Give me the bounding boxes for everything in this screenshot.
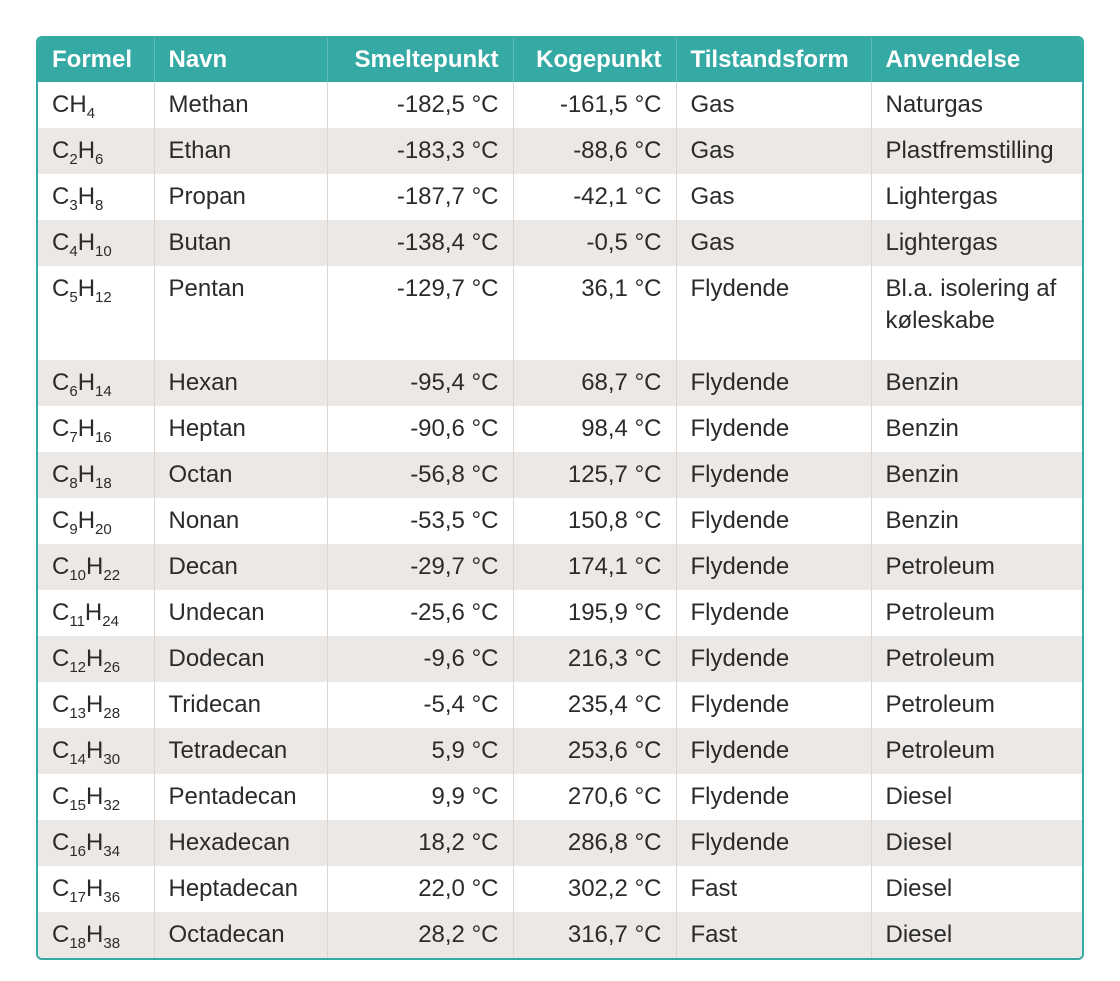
boiling-point-cell: 216,3 °C bbox=[513, 636, 676, 682]
formula-cell bbox=[38, 360, 154, 406]
table-row bbox=[38, 406, 1082, 452]
element-symbol: H bbox=[84, 599, 103, 626]
element-symbol: C bbox=[52, 461, 70, 488]
header-formula: Formel bbox=[38, 38, 154, 82]
boiling-point-cell: 253,6 °C bbox=[513, 728, 676, 774]
atom-count: 18 bbox=[95, 475, 112, 492]
atom-count: 14 bbox=[69, 751, 87, 768]
boiling-point-cell: 36,1 °C bbox=[513, 266, 676, 360]
header-use: Anvendelse bbox=[871, 38, 1082, 82]
atom-count: 8 bbox=[69, 475, 78, 492]
use-cell: Lightergas bbox=[871, 174, 1082, 220]
atom-count: 20 bbox=[95, 521, 112, 538]
element-symbol: C bbox=[52, 875, 70, 902]
atom-count: 14 bbox=[95, 383, 112, 400]
element-symbol: H bbox=[77, 275, 96, 302]
state-cell: Flydende bbox=[676, 590, 871, 636]
use-cell: Diesel bbox=[871, 866, 1082, 912]
atom-count: 28 bbox=[103, 705, 121, 722]
table-row bbox=[38, 220, 1082, 266]
atom-count: 10 bbox=[95, 243, 112, 260]
atom-count: 11 bbox=[69, 613, 85, 630]
element-symbol: H bbox=[86, 553, 104, 580]
use-cell: Petroleum bbox=[871, 590, 1082, 636]
name-cell: Octan bbox=[154, 452, 327, 498]
atom-count: 4 bbox=[86, 105, 96, 122]
use-cell: Diesel bbox=[871, 912, 1082, 958]
element-symbol: C bbox=[52, 783, 70, 810]
formula-cell bbox=[38, 866, 154, 912]
name-cell: Pentadecan bbox=[154, 774, 327, 820]
element-symbol: C bbox=[52, 507, 70, 534]
melting-point-cell: -187,7 °C bbox=[327, 174, 513, 220]
element-symbol: H bbox=[77, 507, 96, 534]
atom-count: 6 bbox=[95, 151, 104, 168]
boiling-point-cell: 68,7 °C bbox=[513, 360, 676, 406]
state-cell: Flydende bbox=[676, 266, 871, 360]
element-symbol: C bbox=[52, 737, 70, 764]
melting-point-cell: -9,6 °C bbox=[327, 636, 513, 682]
element-symbol: C bbox=[52, 137, 70, 164]
name-cell: Decan bbox=[154, 544, 327, 590]
name-cell: Tridecan bbox=[154, 682, 327, 728]
table-row bbox=[38, 128, 1082, 174]
name-cell: Dodecan bbox=[154, 636, 327, 682]
atom-count: 4 bbox=[69, 243, 78, 260]
atom-count: 34 bbox=[103, 843, 121, 860]
table-row bbox=[38, 266, 1082, 360]
state-cell: Fast bbox=[676, 912, 871, 958]
table-row bbox=[38, 636, 1082, 682]
table-header bbox=[38, 38, 1082, 82]
table-row bbox=[38, 544, 1082, 590]
melting-point-cell: 9,9 °C bbox=[327, 774, 513, 820]
header-boiling-point: Kogepunkt bbox=[513, 38, 676, 82]
atom-count: 32 bbox=[103, 797, 121, 814]
state-cell: Flydende bbox=[676, 636, 871, 682]
state-cell: Flydende bbox=[676, 452, 871, 498]
formula-cell bbox=[38, 682, 154, 728]
element-symbol: H bbox=[86, 829, 104, 856]
atom-count: 6 bbox=[69, 383, 78, 400]
atom-count: 36 bbox=[103, 889, 121, 906]
atom-count: 18 bbox=[69, 935, 87, 952]
atom-count: 30 bbox=[103, 751, 121, 768]
element-symbol: H bbox=[77, 415, 96, 442]
element-symbol: C bbox=[52, 829, 70, 856]
boiling-point-cell: -161,5 °C bbox=[513, 82, 676, 128]
melting-point-cell: -129,7 °C bbox=[327, 266, 513, 360]
formula-cell bbox=[38, 912, 154, 958]
name-cell: Hexan bbox=[154, 360, 327, 406]
use-cell: Bl.a. isolering af køleskabe bbox=[871, 266, 1082, 360]
element-symbol: H bbox=[77, 461, 96, 488]
table-row bbox=[38, 682, 1082, 728]
atom-count: 12 bbox=[69, 659, 87, 676]
boiling-point-cell: -0,5 °C bbox=[513, 220, 676, 266]
element-symbol: H bbox=[86, 645, 104, 672]
melting-point-cell: -95,4 °C bbox=[327, 360, 513, 406]
formula-cell bbox=[38, 498, 154, 544]
use-cell: Petroleum bbox=[871, 682, 1082, 728]
element-symbol: C bbox=[52, 275, 70, 302]
header-row bbox=[38, 38, 1082, 82]
formula-cell bbox=[38, 406, 154, 452]
table-row bbox=[38, 452, 1082, 498]
state-cell: Flydende bbox=[676, 774, 871, 820]
table-row bbox=[38, 360, 1082, 406]
name-cell: Octadecan bbox=[154, 912, 327, 958]
atom-count: 9 bbox=[69, 521, 78, 538]
name-cell: Undecan bbox=[154, 590, 327, 636]
atom-count: 12 bbox=[95, 289, 112, 306]
boiling-point-cell: 125,7 °C bbox=[513, 452, 676, 498]
element-symbol: C bbox=[52, 229, 70, 256]
element-symbol: C bbox=[52, 91, 70, 118]
use-cell: Petroleum bbox=[871, 544, 1082, 590]
name-cell: Ethan bbox=[154, 128, 327, 174]
element-symbol: H bbox=[86, 921, 104, 948]
atom-count: 7 bbox=[69, 429, 78, 446]
element-symbol: H bbox=[77, 183, 96, 210]
boiling-point-cell: -42,1 °C bbox=[513, 174, 676, 220]
element-symbol: C bbox=[52, 183, 70, 210]
formula-cell bbox=[38, 544, 154, 590]
atom-count: 38 bbox=[103, 935, 121, 952]
name-cell: Hexadecan bbox=[154, 820, 327, 866]
use-cell: Benzin bbox=[871, 360, 1082, 406]
atom-count: 3 bbox=[69, 197, 78, 214]
state-cell: Flydende bbox=[676, 406, 871, 452]
formula-cell bbox=[38, 774, 154, 820]
atom-count: 8 bbox=[95, 197, 104, 214]
formula-cell bbox=[38, 820, 154, 866]
use-cell: Benzin bbox=[871, 452, 1082, 498]
state-cell: Gas bbox=[676, 128, 871, 174]
alkane-table bbox=[36, 36, 1084, 960]
melting-point-cell: -53,5 °C bbox=[327, 498, 513, 544]
state-cell: Flydende bbox=[676, 360, 871, 406]
element-symbol: H bbox=[77, 229, 96, 256]
name-cell: Heptan bbox=[154, 406, 327, 452]
boiling-point-cell: 150,8 °C bbox=[513, 498, 676, 544]
formula-cell bbox=[38, 590, 154, 636]
boiling-point-cell: 286,8 °C bbox=[513, 820, 676, 866]
boiling-point-cell: 302,2 °C bbox=[513, 866, 676, 912]
use-cell: Diesel bbox=[871, 820, 1082, 866]
use-cell: Naturgas bbox=[871, 82, 1082, 128]
state-cell: Flydende bbox=[676, 544, 871, 590]
melting-point-cell: 22,0 °C bbox=[327, 866, 513, 912]
atom-count: 16 bbox=[69, 843, 87, 860]
formula-cell bbox=[38, 128, 154, 174]
atom-count: 10 bbox=[69, 567, 87, 584]
formula-cell bbox=[38, 266, 154, 360]
name-cell: Tetradecan bbox=[154, 728, 327, 774]
element-symbol: C bbox=[52, 921, 70, 948]
atom-count: 26 bbox=[103, 659, 121, 676]
atom-count: 5 bbox=[69, 289, 78, 306]
melting-point-cell: -90,6 °C bbox=[327, 406, 513, 452]
name-cell: Pentan bbox=[154, 266, 327, 360]
element-symbol: H bbox=[86, 691, 104, 718]
melting-point-cell: 28,2 °C bbox=[327, 912, 513, 958]
atom-count: 22 bbox=[103, 567, 121, 584]
boiling-point-cell: -88,6 °C bbox=[513, 128, 676, 174]
melting-point-cell: 18,2 °C bbox=[327, 820, 513, 866]
element-symbol: H bbox=[69, 91, 87, 118]
table-row bbox=[38, 774, 1082, 820]
atom-count: 13 bbox=[69, 705, 87, 722]
element-symbol: H bbox=[86, 783, 104, 810]
atom-count: 15 bbox=[69, 797, 87, 814]
formula-cell bbox=[38, 82, 154, 128]
state-cell: Gas bbox=[676, 174, 871, 220]
name-cell: Heptadecan bbox=[154, 866, 327, 912]
state-cell: Fast bbox=[676, 866, 871, 912]
formula-cell bbox=[38, 174, 154, 220]
element-symbol: H bbox=[86, 875, 104, 902]
element-symbol: H bbox=[86, 737, 104, 764]
state-cell: Flydende bbox=[676, 728, 871, 774]
boiling-point-cell: 174,1 °C bbox=[513, 544, 676, 590]
table-row bbox=[38, 174, 1082, 220]
table-row bbox=[38, 820, 1082, 866]
name-cell: Nonan bbox=[154, 498, 327, 544]
formula-cell bbox=[38, 452, 154, 498]
boiling-point-cell: 270,6 °C bbox=[513, 774, 676, 820]
use-cell: Plastfremstilling bbox=[871, 128, 1082, 174]
element-symbol: C bbox=[52, 553, 70, 580]
state-cell: Flydende bbox=[676, 820, 871, 866]
melting-point-cell: -183,3 °C bbox=[327, 128, 513, 174]
melting-point-cell: -138,4 °C bbox=[327, 220, 513, 266]
use-cell: Lightergas bbox=[871, 220, 1082, 266]
name-cell: Methan bbox=[154, 82, 327, 128]
use-cell: Petroleum bbox=[871, 636, 1082, 682]
element-symbol: C bbox=[52, 369, 70, 396]
state-cell: Gas bbox=[676, 220, 871, 266]
use-cell: Petroleum bbox=[871, 728, 1082, 774]
formula-cell bbox=[38, 636, 154, 682]
melting-point-cell: -29,7 °C bbox=[327, 544, 513, 590]
element-symbol: C bbox=[52, 599, 70, 626]
table-row bbox=[38, 82, 1082, 128]
boiling-point-cell: 235,4 °C bbox=[513, 682, 676, 728]
table-body bbox=[38, 82, 1082, 958]
name-cell: Butan bbox=[154, 220, 327, 266]
melting-point-cell: -5,4 °C bbox=[327, 682, 513, 728]
header-name: Navn bbox=[154, 38, 327, 82]
header-melting-point: Smeltepunkt bbox=[327, 38, 513, 82]
formula-cell bbox=[38, 728, 154, 774]
element-symbol: H bbox=[77, 137, 96, 164]
alkane-table-grid bbox=[38, 38, 1082, 958]
name-cell: Propan bbox=[154, 174, 327, 220]
header-state: Tilstandsform bbox=[676, 38, 871, 82]
table-row bbox=[38, 912, 1082, 958]
atom-count: 16 bbox=[95, 429, 112, 446]
atom-count: 2 bbox=[69, 151, 78, 168]
table-row bbox=[38, 498, 1082, 544]
state-cell: Gas bbox=[676, 82, 871, 128]
melting-point-cell: 5,9 °C bbox=[327, 728, 513, 774]
table-row bbox=[38, 866, 1082, 912]
state-cell: Flydende bbox=[676, 498, 871, 544]
element-symbol: C bbox=[52, 691, 70, 718]
use-cell: Diesel bbox=[871, 774, 1082, 820]
atom-count: 17 bbox=[69, 889, 87, 906]
use-cell: Benzin bbox=[871, 406, 1082, 452]
melting-point-cell: -182,5 °C bbox=[327, 82, 513, 128]
formula-cell bbox=[38, 220, 154, 266]
state-cell: Flydende bbox=[676, 682, 871, 728]
element-symbol: C bbox=[52, 645, 70, 672]
boiling-point-cell: 316,7 °C bbox=[513, 912, 676, 958]
element-symbol: C bbox=[52, 415, 70, 442]
element-symbol: H bbox=[77, 369, 96, 396]
use-cell: Benzin bbox=[871, 498, 1082, 544]
atom-count: 24 bbox=[102, 613, 119, 630]
table-row bbox=[38, 590, 1082, 636]
melting-point-cell: -56,8 °C bbox=[327, 452, 513, 498]
boiling-point-cell: 98,4 °C bbox=[513, 406, 676, 452]
table-row bbox=[38, 728, 1082, 774]
melting-point-cell: -25,6 °C bbox=[327, 590, 513, 636]
boiling-point-cell: 195,9 °C bbox=[513, 590, 676, 636]
